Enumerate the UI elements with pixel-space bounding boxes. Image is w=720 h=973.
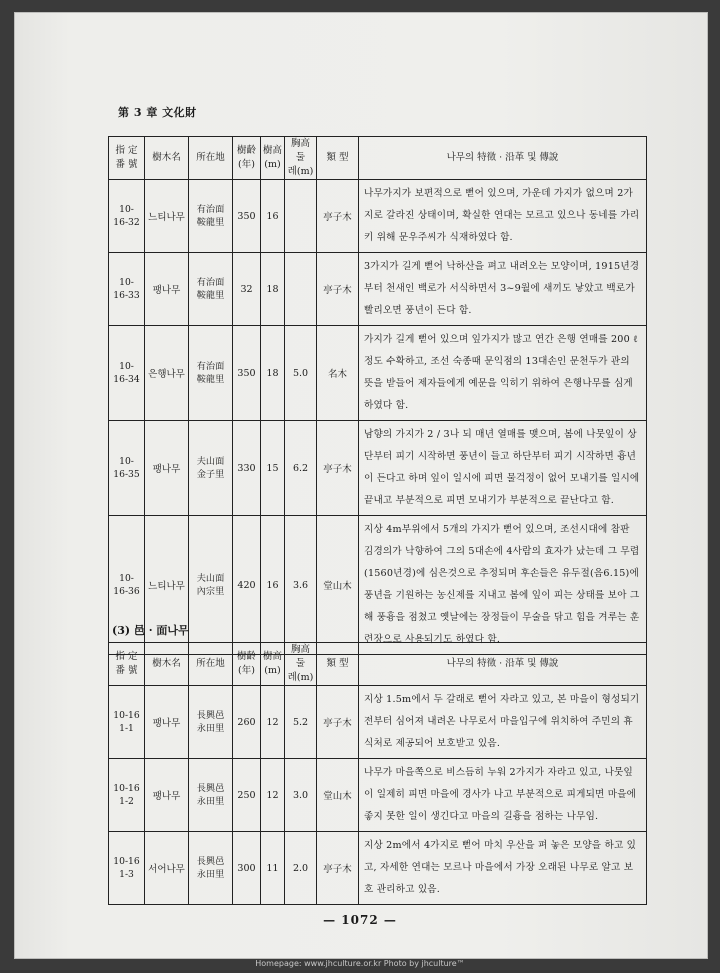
location: 長興邑 永田里 xyxy=(189,832,233,905)
section-label: (3) 邑 · 面나무 xyxy=(112,624,189,637)
tree-type: 堂山木 xyxy=(317,759,359,832)
tree-height: 15 xyxy=(261,421,285,516)
location: 有治面 鞍龍里 xyxy=(189,326,233,421)
description-header: 나무의 特徵 · 沿革 및 傳說 xyxy=(359,643,647,686)
photo-credit-footer: Homepage: www.jhculture.or.kr Photo by jhculture™ xyxy=(255,959,465,968)
tree-height: 16 xyxy=(261,516,285,655)
tree-age: 350 xyxy=(233,326,261,421)
trunk-girth: 5.2 xyxy=(285,686,317,759)
location-header: 所在地 xyxy=(189,137,233,180)
id-header: 指 定 番 號 xyxy=(109,137,145,180)
tree-height: 12 xyxy=(261,759,285,832)
table-row xyxy=(109,180,647,253)
tree-age: 350 xyxy=(233,180,261,253)
tree-description: 나무가지가 보편적으로 뻗어 있으며, 가운데 가지가 없으며 2가지로 갈라진 상태이며, 확실한 연대는 모르고 있으나 동네를 가리키 위해 문우주씨가 식재하였다 함. xyxy=(359,180,647,253)
designation-number: 10-16 1-1 xyxy=(109,686,145,759)
height-header: 樹高 (m) xyxy=(261,137,285,180)
id-header: 指 定 番 號 xyxy=(109,643,145,686)
tree-description: 나무가 마을쪽으로 비스듬히 누워 2가지가 자라고 있고, 나뭇잎이 일제히 피면 마을에 경사가 나고 부분적으로 피게되면 마을에 좋지 못한 일이 생긴다고 마을의 길흉을 점하는 나무임. xyxy=(359,759,647,832)
girth-header: 胸高둘 레(m) xyxy=(285,137,317,180)
tree-type: 亭子木 xyxy=(317,180,359,253)
tree-type: 亭子木 xyxy=(317,832,359,905)
tree-description: 3가지가 길게 뻗어 낙하산을 펴고 내려오는 모양이며, 1915년경부터 천새인 백로가 서식하면서 3~9월에 새끼도 낳았고 백로가 빨리오면 풍년이 든다 함. xyxy=(359,253,647,326)
designation-number: 10- 16-33 xyxy=(109,253,145,326)
tree-description: 남향의 가지가 2 / 3나 되 매년 열매를 맺으며, 봄에 나뭇잎이 상단부터 피기 시작하면 풍년이 들고 하단부터 피기 시작하면 흉년이 든다고 하며 잎이 일시에 피면 물걱정이 없어 모내기를 일시에 끝내고 부분적으로 피면 모내기가 부분적으로 끝난다고 함. xyxy=(359,421,647,516)
table-row xyxy=(109,253,647,326)
tree-age: 300 xyxy=(233,832,261,905)
tree-age: 330 xyxy=(233,421,261,516)
designation-number: 10-16 1-3 xyxy=(109,832,145,905)
tree-name: 팽나무 xyxy=(145,421,189,516)
table-row xyxy=(109,759,647,832)
tree-height: 12 xyxy=(261,686,285,759)
table-row xyxy=(109,421,647,516)
tree-age: 250 xyxy=(233,759,261,832)
chapter-header: 第 3 章 文化財 xyxy=(118,106,197,119)
trunk-girth: 3.6 xyxy=(285,516,317,655)
tree-type: 堂山木 xyxy=(317,516,359,655)
age-header: 樹齡 (年) xyxy=(233,137,261,180)
tree-age: 32 xyxy=(233,253,261,326)
table-header-row xyxy=(109,643,647,686)
table-row xyxy=(109,326,647,421)
location: 有治面 鞍龍里 xyxy=(189,180,233,253)
tree-height: 11 xyxy=(261,832,285,905)
tree-name: 서어나무 xyxy=(145,832,189,905)
tree-name: 팽나무 xyxy=(145,686,189,759)
trunk-girth xyxy=(285,253,317,326)
description-header: 나무의 特徵 · 沿革 및 傳說 xyxy=(359,137,647,180)
trunk-girth xyxy=(285,180,317,253)
type-header: 類 型 xyxy=(317,137,359,180)
location: 有治面 鞍龍里 xyxy=(189,253,233,326)
tree-name: 은행나무 xyxy=(145,326,189,421)
trunk-girth: 6.2 xyxy=(285,421,317,516)
designation-number: 10- 16-35 xyxy=(109,421,145,516)
tree-type: 名木 xyxy=(317,326,359,421)
tree-description: 지상 2m에서 4가지로 뻗어 마치 우산을 펴 놓은 모양을 하고 있고, 자세한 연대는 모르나 마을에서 가장 오래된 나무로 알고 보호 관리하고 있음. xyxy=(359,832,647,905)
location: 夫山面 金子里 xyxy=(189,421,233,516)
tree-height: 18 xyxy=(261,326,285,421)
table-row xyxy=(109,516,647,655)
tree-type: 亭子木 xyxy=(317,686,359,759)
table-row xyxy=(109,686,647,759)
tree-name: 느티나무 xyxy=(145,180,189,253)
designation-number: 10- 16-34 xyxy=(109,326,145,421)
tree-description: 지상 4m부위에서 5개의 가지가 뻗어 있으며, 조선시대에 참판 김경의가 낙향하여 그의 5대손에 4사람의 효자가 났는데 그 무렵(1560년경)에 심은것으로 추정되며 후손들은 유두절(음6.15)에 풍년을 기원하는 농신제를 지내고 봄에 잎이 피는 상태를 보아 그 해 풍흉을 점쳤고 옛날에는 장정들이 무술을 닦고 힘을 겨루는 훈련장으로 사용되기도 하였다 함. xyxy=(359,516,647,655)
tree-type: 亭子木 xyxy=(317,421,359,516)
tree-name-header: 樹木名 xyxy=(145,137,189,180)
table-row xyxy=(109,832,647,905)
tree-name: 팽나무 xyxy=(145,759,189,832)
trunk-girth: 2.0 xyxy=(285,832,317,905)
tree-height: 18 xyxy=(261,253,285,326)
location: 長興邑 永田里 xyxy=(189,686,233,759)
tree-age: 420 xyxy=(233,516,261,655)
designation-number: 10- 16-36 xyxy=(109,516,145,655)
tree-description: 가지가 길게 뻗어 있으며 잎가지가 많고 연간 은행 연매를 200 ℓ 정도 수확하고, 조선 숙종때 문익점의 13대손인 문천두가 관의 뜻을 받들어 제자들에게 예문을 익히기 위하여 은행나무를 심게하였다 함. xyxy=(359,326,647,421)
age-header: 樹齡 (年) xyxy=(233,643,261,686)
table-header-row xyxy=(109,137,647,180)
tree-type: 亭子木 xyxy=(317,253,359,326)
tree-height: 16 xyxy=(261,180,285,253)
location: 夫山面 內宗里 xyxy=(189,516,233,655)
tree-name-header: 樹木名 xyxy=(145,643,189,686)
tree-name: 느티나무 xyxy=(145,516,189,655)
tree-table-1 xyxy=(108,136,647,655)
tree-description: 지상 1.5m에서 두 갈래로 뻗어 자라고 있고, 본 마을이 형성되기전부터 심어져 내려온 나무로서 마을입구에 위치하여 주민의 휴식처로 제공되어 보호받고 있음. xyxy=(359,686,647,759)
tree-table-2 xyxy=(108,642,647,905)
page-number: — 1072 — xyxy=(323,913,397,927)
girth-header: 胸高둘 레(m) xyxy=(285,643,317,686)
height-header: 樹高 (m) xyxy=(261,643,285,686)
trunk-girth: 3.0 xyxy=(285,759,317,832)
designation-number: 10-16 1-2 xyxy=(109,759,145,832)
location-header: 所在地 xyxy=(189,643,233,686)
trunk-girth: 5.0 xyxy=(285,326,317,421)
location: 長興邑 永田里 xyxy=(189,759,233,832)
designation-number: 10- 16-32 xyxy=(109,180,145,253)
type-header: 類 型 xyxy=(317,643,359,686)
tree-age: 260 xyxy=(233,686,261,759)
tree-name: 팽나무 xyxy=(145,253,189,326)
